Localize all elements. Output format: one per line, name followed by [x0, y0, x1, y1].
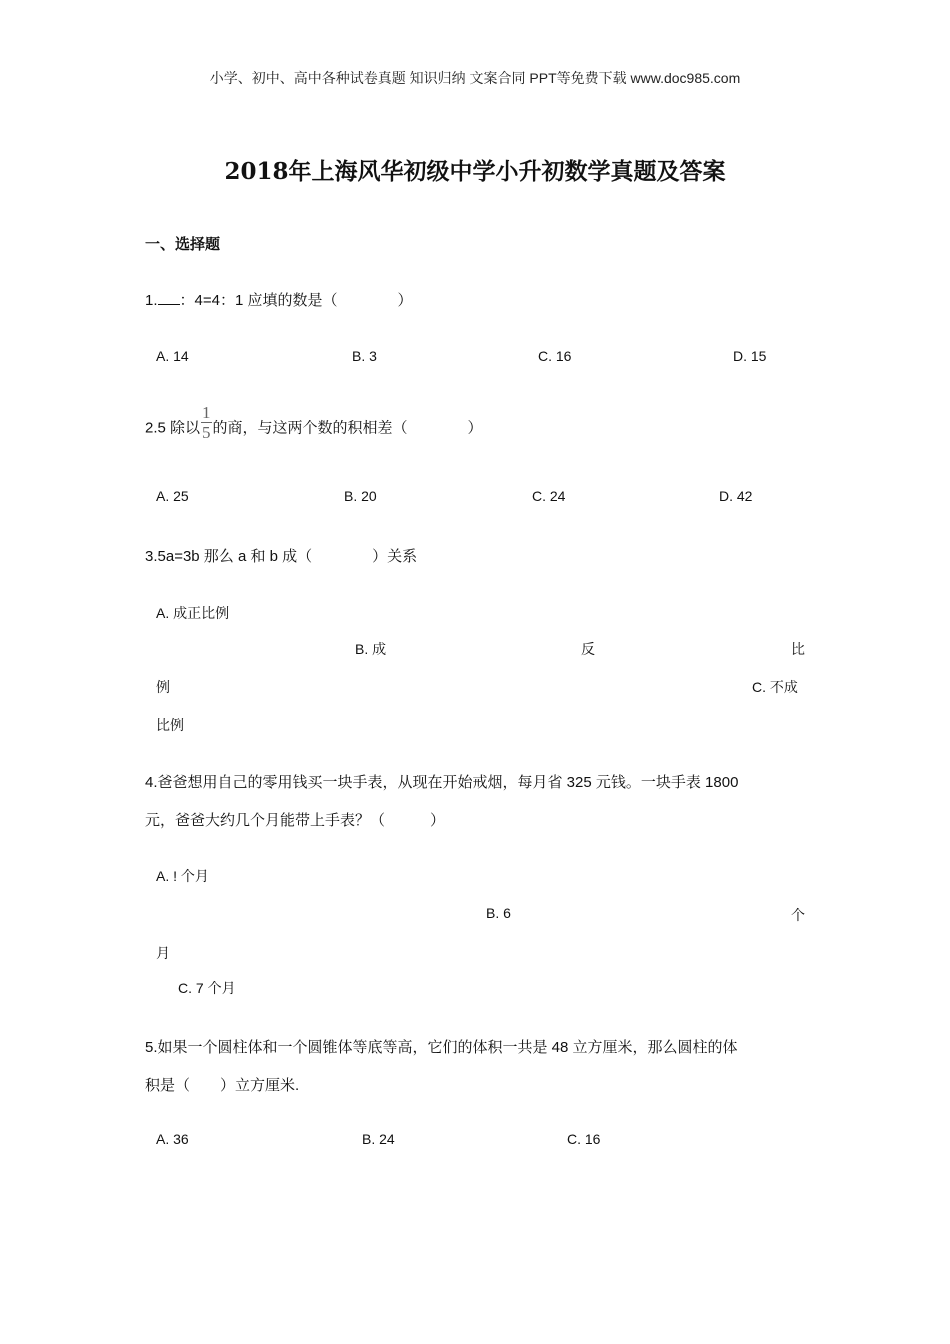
q4-option-b-part1: B. 6 [486, 905, 511, 921]
q3-option-b-part3: 比 [791, 641, 805, 657]
q3-option-b-part4: 例 [156, 679, 170, 695]
question-5-line-2: 积是（ ）立方厘米. [145, 1077, 300, 1094]
question-5-line-1: 5.如果一个圆柱体和一个圆锥体等底等高，它们的体积一共是 48 立方厘米，那么圆柱的体 [145, 1039, 738, 1056]
q1-option-b: B. 3 [352, 348, 377, 364]
question-3-text: 3.5a=3b 那么 a 和 b 成（ ）关系 [145, 548, 418, 565]
q1-option-d: D. 15 [733, 348, 767, 364]
fraction-denominator: 5 [202, 423, 211, 442]
page-title: 2018年上海风华初级中学小升初数学真题及答案 [224, 158, 726, 185]
q2-option-d: D. 42 [719, 488, 753, 504]
q5-option-c: C. 16 [567, 1131, 601, 1147]
q5-option-a: A. 36 [156, 1131, 189, 1147]
q3-option-a: A. 成正比例 [156, 605, 230, 621]
q2-option-c: C. 24 [532, 488, 566, 504]
question-1-text: ：4=4：1 应填的数是（ ） [179, 292, 413, 309]
question-4-line-1: 4.爸爸想用自己的零用钱买一块手表，从现在开始戒烟，每月省 325 元钱。一块手表 1800 [145, 774, 739, 791]
q3-option-c-part1: C. 不成 [752, 679, 798, 695]
question-1 [145, 289, 412, 310]
q3-option-c-part2: 比例 [156, 717, 184, 733]
q3-option-b-part2: 反 [581, 641, 595, 657]
q4-option-b-part2: 个 [791, 907, 805, 923]
page-header: 小学、初中、高中各种试卷真题 知识归纳 文案合同 PPT等免费下载 www.doc985.com [209, 70, 741, 86]
question-2 [145, 403, 483, 447]
q4-option-c: C. 7 个月 [178, 980, 236, 996]
q2-option-b: B. 20 [344, 488, 377, 504]
fraction-numerator: 1 [202, 403, 211, 422]
section-heading: 一、选择题 [145, 236, 221, 253]
q2-option-a: A. 25 [156, 488, 189, 504]
question-1-number: 1. [145, 292, 158, 309]
answer-blank [158, 290, 180, 305]
fraction [201, 404, 212, 441]
q4-option-b-part3: 月 [156, 945, 170, 961]
q3-option-b-part1: B. 成 [355, 641, 387, 657]
question-4-line-2: 元，爸爸大约几个月能带上手表？（ ） [145, 812, 446, 829]
q4-option-a: A. ! 个月 [156, 868, 209, 884]
q1-option-c: C. 16 [538, 348, 572, 364]
q1-option-a: A. 14 [156, 348, 189, 364]
question-2-text: 的商，与这两个数的积相差（ ） [212, 419, 483, 437]
question-2-prefix: 2.5 除以 [145, 419, 201, 437]
q5-option-b: B. 24 [362, 1131, 395, 1147]
